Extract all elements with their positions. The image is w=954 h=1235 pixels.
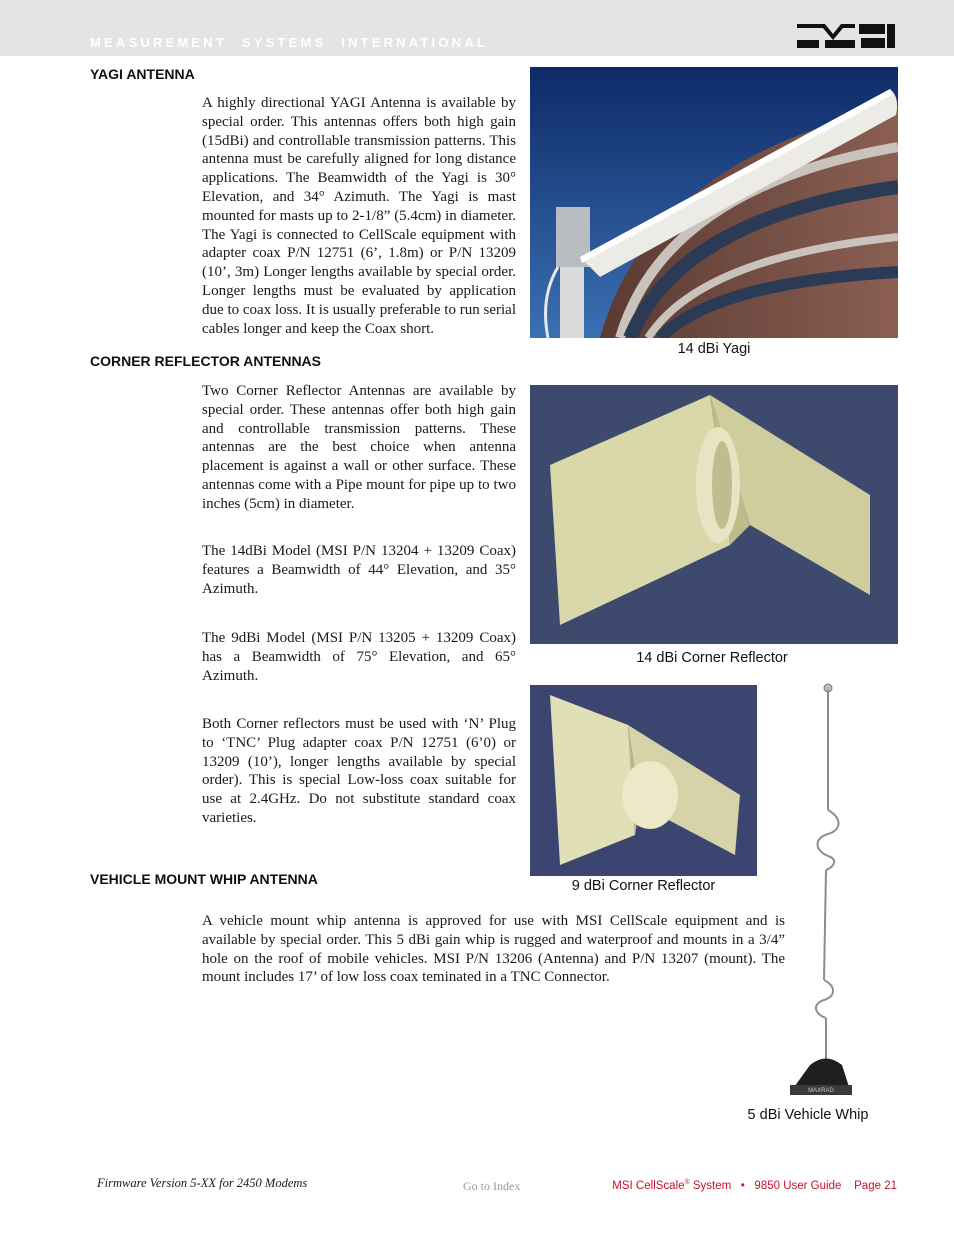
corner-reflector-14-image (530, 385, 898, 644)
corner14-photo (530, 385, 898, 644)
firmware-footer: Firmware Version 5-XX for 2450 Modems (97, 1176, 308, 1190)
corner9-caption: 9 dBi Corner Reflector (571, 878, 716, 894)
product-name: MSI CellScale (612, 1179, 685, 1192)
corner14-caption: 14 dBi Corner Reflector (636, 650, 788, 666)
yagi-caption: 14 dBi Yagi (677, 341, 751, 357)
page-footer-info (612, 1179, 897, 1192)
svg-text:MAXRAD: MAXRAD (808, 1088, 834, 1094)
yagi-photo (530, 67, 898, 338)
go-to-index-link[interactable]: Go to Index (463, 1179, 521, 1193)
whip-photo (780, 680, 880, 1105)
corner-heading: CORNER REFLECTOR ANTENNAS (90, 353, 322, 369)
whip-caption: 5 dBi Vehicle Whip (747, 1107, 869, 1123)
corner-paragraph-3: The 9dBi Model (MSI P/N 13205 + 13209 Coax) has a Beamwidth of 75° Elevation, and 65° Azimuth. (202, 630, 516, 684)
msi-logo-icon (795, 22, 897, 50)
corner-reflector-9-image (530, 685, 757, 876)
whip-paragraph: A vehicle mount whip antenna is approved for use with MSI CellScale equipment and is available by special order. This 5 dBi gain whip is rugged and waterproof and mounts in a 3/4” hole on the roof of mobile vehicles. MSI P/N 13206 (Antenna) and P/N 13207 (mount). The mount includes 17’ of low loss coax teminated in a TNC Connector. (202, 913, 785, 986)
corner-paragraph-2: The 14dBi Model (MSI P/N 13204 + 13209 Coax) features a Beamwidth of 44° Elevation, and 35° Azimuth. (202, 543, 516, 597)
yagi-paragraph: A highly directional YAGI Antenna is available by special order. This antennas offers both high gain (15dBi) and controllable transmission patterns. This antenna must be carefully aligned for long distance applications. The Beamwidth of the Yagi is 30° Elevation, and 34° Azimuth. The Yagi is mast mounted for masts up to 2-1/8” (5.4cm) in diameter. The Yagi is connected to CellScale equipment with adapter coax P/N 12751 (6’, 1.8m) or P/N 13209 (10’, 3m) Longer lengths available by special order. Longer lengths must be evaluated by application due to coax loss. It is usually preferable to run serial cables longer and keep the Coax short. (202, 95, 516, 337)
corner9-photo (530, 685, 757, 876)
yagi-heading: YAGI ANTENNA (90, 66, 195, 82)
footer-page-info: System • 9850 User Guide Page 21 (689, 1179, 897, 1192)
yagi-antenna-image (530, 67, 898, 338)
whip-heading: VEHICLE MOUNT WHIP ANTENNA (90, 871, 318, 887)
company-name: MEASUREMENT SYSTEMS INTERNATIONAL (90, 35, 488, 50)
vehicle-whip-image (780, 680, 880, 1105)
corner-paragraph-4: Both Corner reflectors must be used with ‘N’ Plug to ‘TNC’ Plug adapter coax P/N 12751 (6’0) or 13209 (10’), longer lengths available by special order). This is special Low-loss coax suitable for use at 2.4GHz. Do not substitute standard coax varieties. (202, 716, 516, 826)
corner-paragraph-1: Two Corner Reflector Antennas are available by special order. These antennas offer both high gain and controllable transmission patterns. These antennas are the best choice when antenna placement is against a wall or other surface. These antennas come with a Pipe mount for pipe up to two inches (5cm) in diameter. (202, 383, 516, 512)
registered-mark: ® (684, 1179, 690, 1186)
